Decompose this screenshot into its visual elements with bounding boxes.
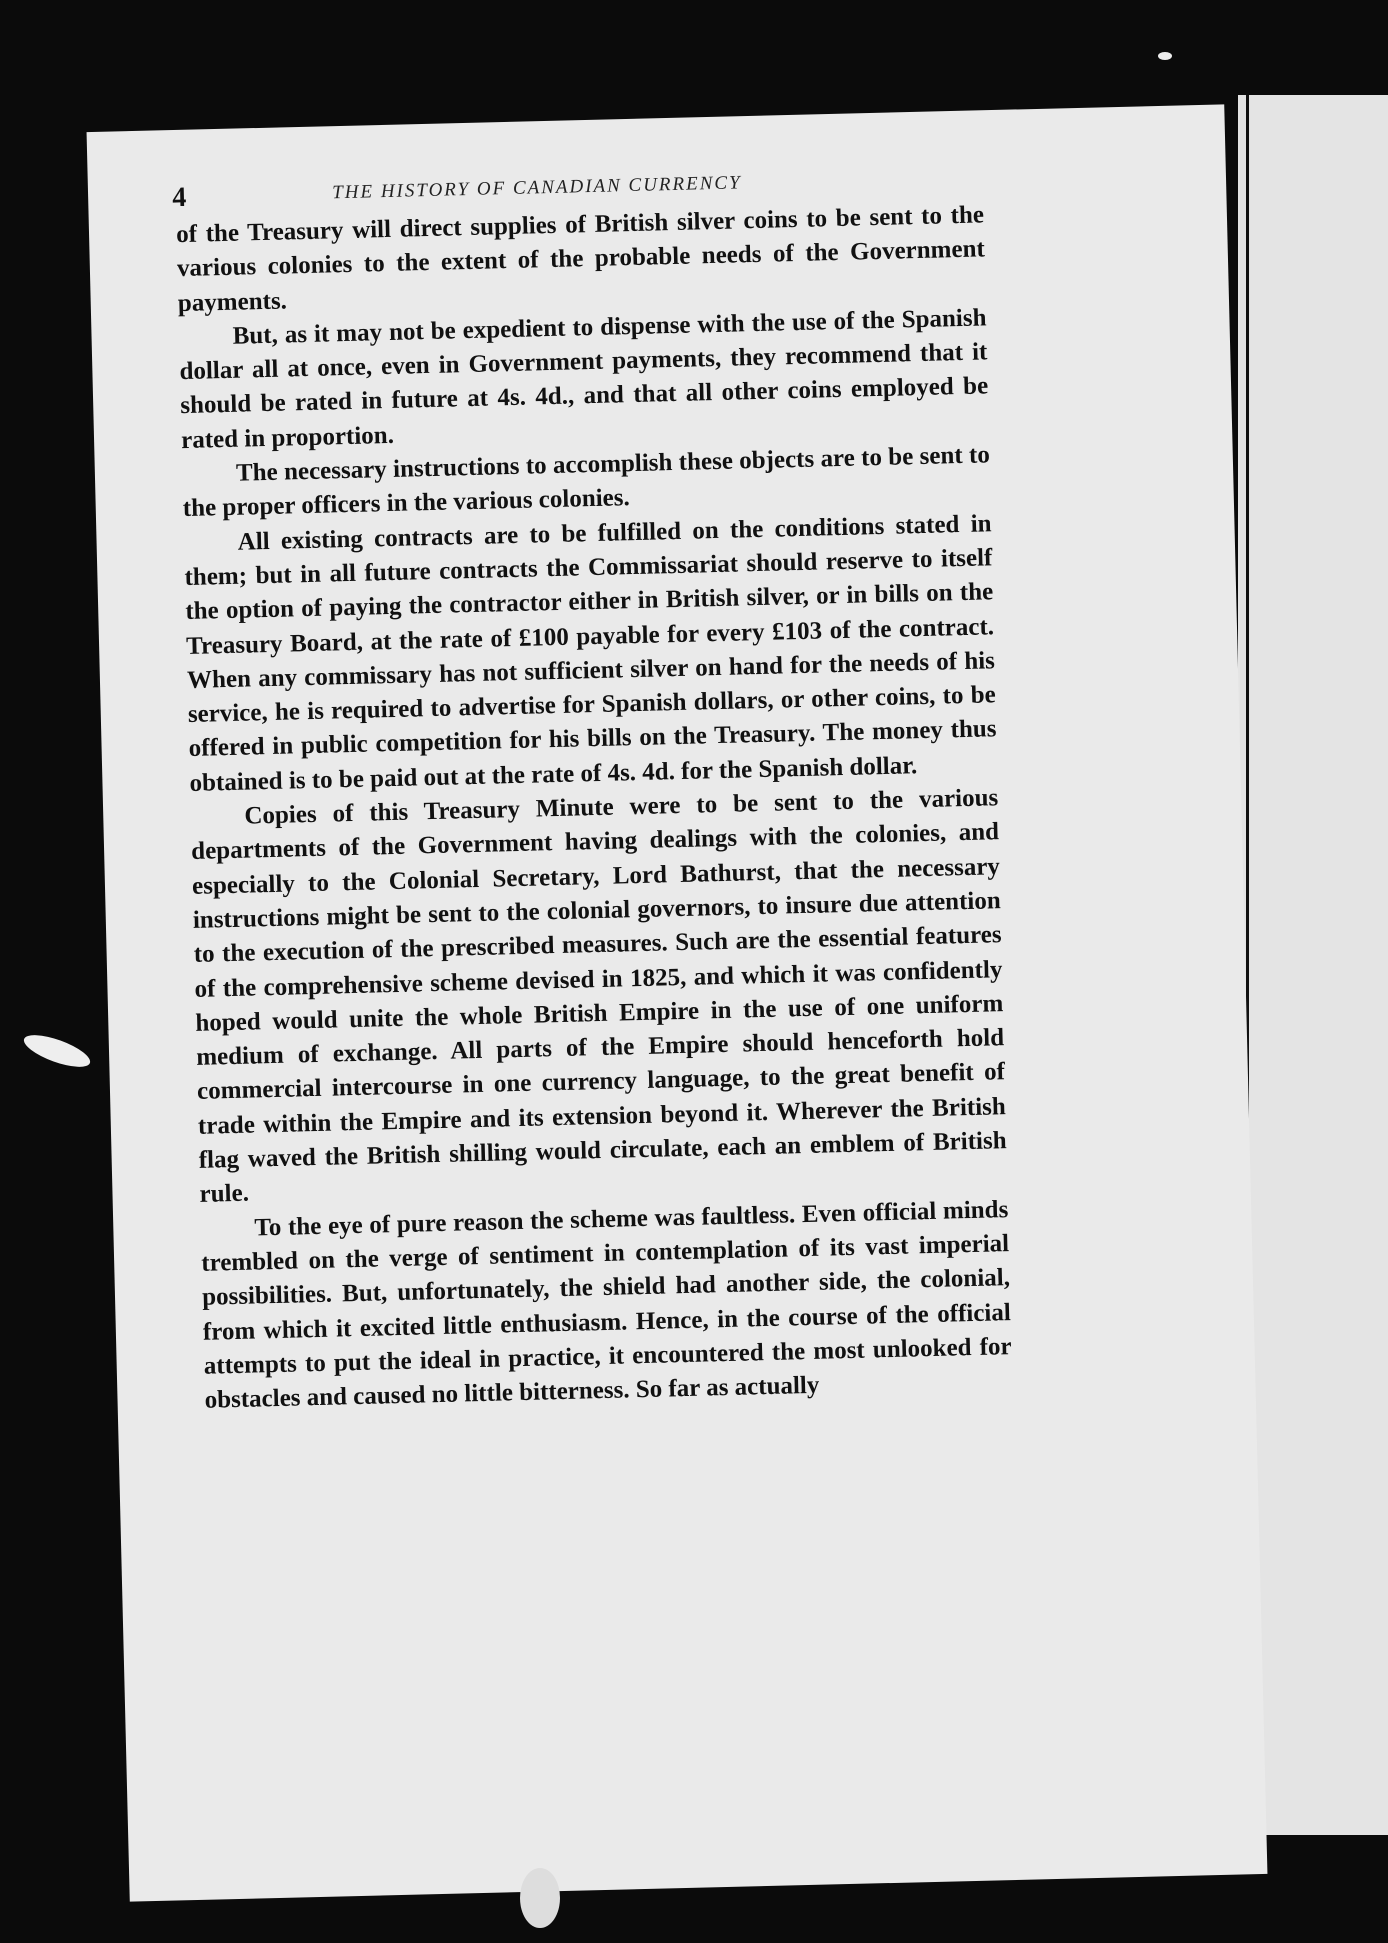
paragraph: The necessary instructions to accomplish these objects are to be sent to the proper officers in the various colonies. (182, 441, 991, 523)
scan-speck (520, 1868, 560, 1928)
paragraph: All existing contracts are to be fulfilled on the conditions stated in them; but in all future contracts the Commissariat should reserve to itself the option of paying the contractor either in British silver, or in bills on the Treasury Board, at the rate of £100 payable for every £103 of the contract. When any commissary has not sufficient silver on hand for the needs of his service, he is required to advertise for Spanish dollars, or other coins, to be offered in public competition for his bills on the Treasury. The money thus obtained is to be paid out at the rate of 4s. 4d. for the Spanish dollar. (184, 509, 997, 797)
paragraph: To the eye of pure reason the scheme was faultless. Even official minds trembled on the verge of sentiment in contemplation of its vast imperial possibilities. But, unfortunately, the shield had another side, the colonial, from which it excited little enthusiasm. Hence, in the course of the official attempts to put the ideal in practice, it encountered the most unlooked for obstacles and caused no little bitterness. So far as actually (200, 1195, 1012, 1414)
body-text (176, 198, 1013, 1418)
scan-speck (1158, 52, 1172, 60)
running-head: THE HISTORY OF CANADIAN CURRENCY (331, 172, 742, 204)
paragraph: Copies of this Treasury Minute were to be sent to the various departments of the Government having dealings with the colonies, and especially to the Colonial Secretary, Lord Bathurst, that the necessary instructions might be sent to the colonial governors, to insure due attention to the execution of the prescribed measures. Such are the essential features of the comprehensive scheme devised in 1825, and which it was confidently hoped would unite the whole British Empire in the use of one uniform medium of exchange. All parts of the Empire should henceforth hold commercial intercourse in one currency language, to the great benefit of trade within the Empire and its extension beyond it. Wherever the British flag waved the British shilling would circulate, each an emblem of British rule. (190, 784, 1007, 1209)
paragraph: of the Treasury will direct supplies of British silver coins to be sent to the various colonies to the extent of the probable needs of the Government payments. (175, 201, 986, 317)
page-number: 4 (171, 181, 187, 214)
paragraph: But, as it may not be expedient to dispense with the use of the Spanish dollar all at once, even in Government payments, they recommend that it should be rated in future at 4s. 4d., and that all other coins employed be rated in proportion. (179, 304, 989, 454)
